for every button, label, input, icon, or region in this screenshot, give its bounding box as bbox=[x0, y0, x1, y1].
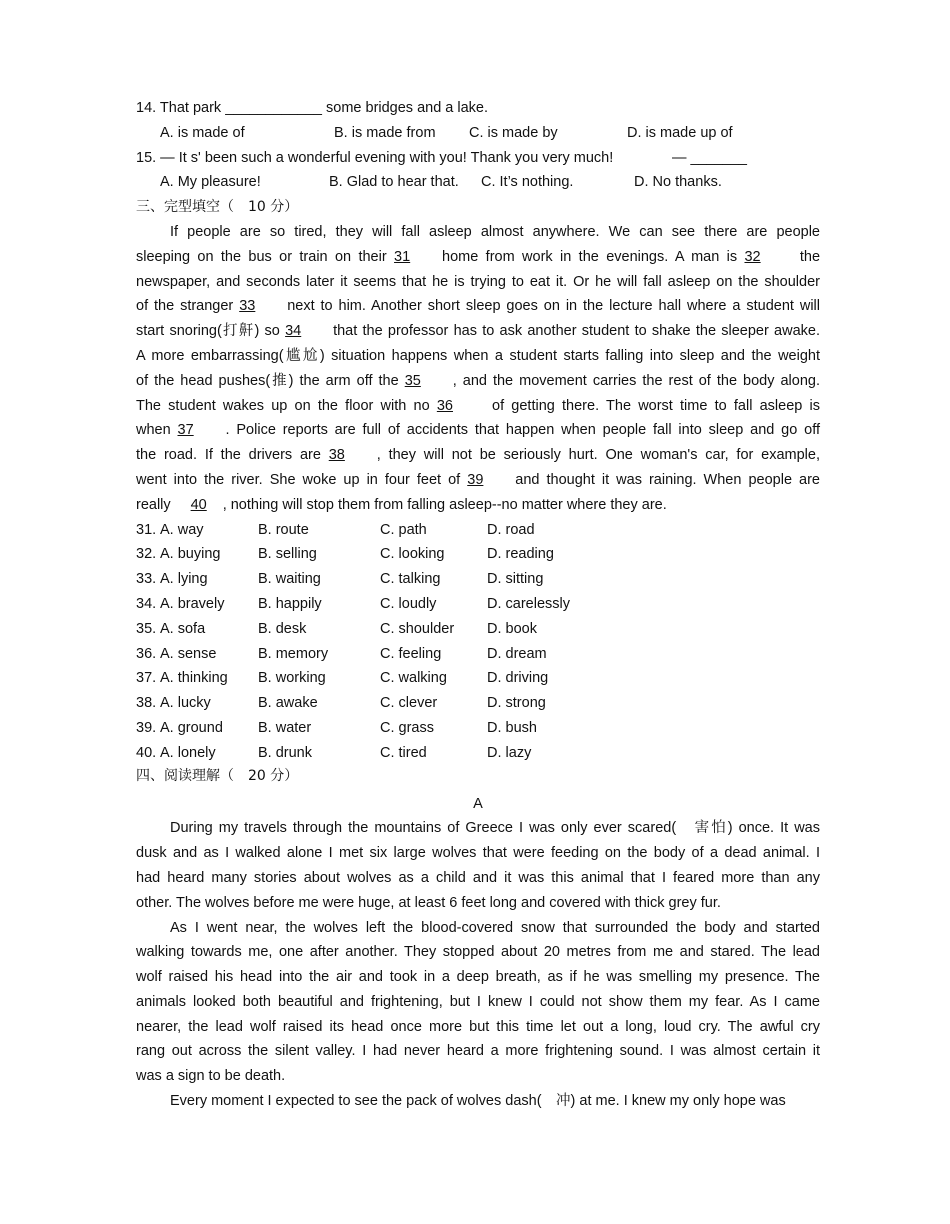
answer-option-c[interactable]: C. feeling bbox=[380, 645, 442, 662]
cloze-line bbox=[136, 245, 820, 270]
question-number: 39. bbox=[136, 719, 157, 736]
cloze-text: when bbox=[136, 422, 178, 439]
answer-option-b[interactable]: B. desk bbox=[258, 620, 307, 637]
cloze-question bbox=[136, 741, 820, 766]
cloze-text: . Police reports are full of accidents that happen when people fall into sleep and go off bbox=[225, 422, 820, 439]
answer-option-c[interactable]: C. clever bbox=[380, 695, 438, 712]
q14-options bbox=[136, 121, 820, 146]
answer-option-d[interactable]: D. carelessly bbox=[487, 595, 570, 612]
cloze-text: , and the movement carries the rest of the body along. bbox=[452, 372, 820, 389]
cloze-text: start snoring(打鼾) so bbox=[136, 323, 286, 340]
cloze-question bbox=[136, 691, 820, 716]
cloze-question bbox=[136, 617, 820, 642]
q15-option-c[interactable]: C. It’s nothing. bbox=[481, 174, 574, 191]
reading-line: Every moment I expected to see the pack of wolves dash( 冲) at me. I knew my only hope was bbox=[170, 1093, 786, 1110]
cloze-text: and thought it was raining. When people are bbox=[515, 471, 820, 488]
cloze-line bbox=[136, 344, 820, 369]
question-number: 31. bbox=[136, 521, 157, 538]
answer-option-d[interactable]: D. sitting bbox=[487, 571, 544, 588]
cloze-text: that the professor has to ask another student to shake the sleeper awake. bbox=[333, 323, 820, 340]
answer-option-b[interactable]: B. memory bbox=[258, 645, 329, 662]
answer-option-b[interactable]: B. happily bbox=[258, 595, 322, 612]
answer-option-c[interactable]: C. walking bbox=[380, 670, 447, 687]
q14-blank: ____________ bbox=[225, 100, 322, 116]
answer-option-c[interactable]: C. shoulder bbox=[380, 620, 455, 637]
cloze-blank-33[interactable]: 33 bbox=[239, 298, 256, 315]
cloze-line bbox=[136, 443, 820, 468]
question-number: 35. bbox=[136, 620, 157, 637]
reading-line: animals looked both beautiful and frightening, but I knew I could not show them my fear. As I came bbox=[136, 993, 820, 1010]
cloze-text: If people are so tired, they will fall asleep almost anywhere. We can see there are people bbox=[170, 223, 820, 240]
cloze-text: the bbox=[792, 248, 821, 265]
reading-line: had heard many stories about wolves as a child and it was this animal that I feared more than any bbox=[136, 869, 820, 886]
answer-option-a[interactable]: A. bravely bbox=[160, 595, 225, 612]
reading-line: walking towards me, one after another. They stopped about 20 metres from me and stared. The lead bbox=[136, 944, 820, 961]
answer-option-d[interactable]: D. strong bbox=[487, 695, 546, 712]
cloze-line bbox=[136, 220, 820, 245]
answer-option-a[interactable]: A. lonely bbox=[160, 744, 216, 761]
answer-option-a[interactable]: A. sense bbox=[160, 645, 217, 662]
question-number: 37. bbox=[136, 670, 157, 687]
cloze-blank-38[interactable]: 38 bbox=[328, 447, 345, 464]
cloze-blank-31[interactable]: 31 bbox=[394, 248, 411, 265]
reading-line: other. The wolves before me were huge, at least 6 feet long and covered with thick grey fur. bbox=[136, 894, 721, 911]
q14-stem-pre: 14. That park bbox=[136, 100, 226, 116]
cloze-question bbox=[136, 642, 820, 667]
cloze-text: home from work in the evenings. A man is bbox=[442, 248, 745, 265]
cloze-passage bbox=[136, 220, 820, 518]
cloze-text: really bbox=[136, 496, 175, 513]
answer-option-d[interactable]: D. bush bbox=[487, 719, 537, 736]
q15-stem: 15. — It s' been such a wonderful evening with you! Thank you very much! bbox=[136, 149, 614, 166]
question-14 bbox=[136, 96, 820, 121]
cloze-text: , nothing will stop them from falling asleep--no matter where they are. bbox=[222, 496, 667, 513]
answer-option-b[interactable]: B. awake bbox=[258, 695, 318, 712]
answer-option-a[interactable]: A. sofa bbox=[160, 620, 206, 637]
question-number: 34. bbox=[136, 595, 157, 612]
answer-option-a[interactable]: A. lucky bbox=[160, 695, 211, 712]
cloze-line bbox=[136, 319, 820, 344]
cloze-text: newspaper, and seconds later it seems that he is trying to eat it. Or he will fall asleep on the shoulder bbox=[136, 273, 820, 290]
cloze-line bbox=[136, 394, 820, 419]
cloze-question bbox=[136, 518, 820, 543]
cloze-line bbox=[136, 493, 820, 518]
cloze-line bbox=[136, 418, 820, 443]
answer-option-b[interactable]: B. waiting bbox=[258, 571, 321, 588]
cloze-line bbox=[136, 270, 820, 295]
q15-options bbox=[136, 170, 820, 195]
answer-option-d[interactable]: D. lazy bbox=[487, 744, 532, 761]
answer-option-d[interactable]: D. driving bbox=[487, 670, 549, 687]
exam-page bbox=[136, 96, 820, 1114]
cloze-text: next to him. Another short sleep goes on in the lecture hall where a student will bbox=[287, 298, 820, 315]
reading-line: As I went near, the wolves left the blood-covered snow that surrounded the body and started bbox=[170, 919, 820, 936]
answer-option-c[interactable]: C. tired bbox=[380, 744, 427, 761]
reading-line: nearer, the lead wolf raised its head once more but this time let out a long, loud cry. The awful cry bbox=[136, 1018, 820, 1035]
q15-option-b[interactable]: B. Glad to hear that. bbox=[329, 174, 459, 191]
question-number: 36. bbox=[136, 645, 157, 662]
cloze-blank-37[interactable]: 37 bbox=[177, 422, 194, 439]
section-3-heading: 三、完型填空（ 10 分） bbox=[136, 199, 299, 216]
q14-option-a[interactable]: A. is made of bbox=[160, 124, 245, 141]
cloze-blank-35[interactable]: 35 bbox=[404, 372, 421, 389]
cloze-text: the road. If the drivers are bbox=[136, 447, 329, 464]
reading-line: rang out across the silent valley. I had never heard a more frightening sound. I was almost certain it bbox=[136, 1043, 820, 1060]
cloze-blank-34[interactable]: 34 bbox=[285, 323, 302, 340]
cloze-question bbox=[136, 592, 820, 617]
q14-stem-post: some bridges and a lake. bbox=[321, 100, 489, 116]
answer-option-d[interactable]: D. book bbox=[487, 620, 537, 637]
cloze-text: , they will not be seriously hurt. One woman's car, for example, bbox=[376, 447, 820, 464]
cloze-text: went into the river. She woke up in four feet of bbox=[136, 471, 468, 488]
answer-option-b[interactable]: B. drunk bbox=[258, 744, 312, 761]
cloze-text: of getting there. The worst time to fall asleep is bbox=[484, 397, 820, 414]
answer-option-c[interactable]: C. looking bbox=[380, 546, 445, 563]
cloze-text: sleeping on the bus or train on their bbox=[136, 248, 395, 265]
passage-label: A bbox=[473, 795, 483, 812]
cloze-blank-39[interactable]: 39 bbox=[467, 471, 484, 488]
answer-option-a[interactable]: A. lying bbox=[160, 571, 208, 588]
cloze-blank-36[interactable]: 36 bbox=[436, 397, 453, 414]
answer-option-b[interactable]: B. route bbox=[258, 521, 309, 538]
reading-line: During my travels through the mountains of Greece I was only ever scared( 害怕) once. It was bbox=[170, 820, 820, 837]
question-number: 40. bbox=[136, 744, 157, 761]
cloze-text: of the stranger bbox=[136, 298, 240, 315]
q15-reply-blank: — _______ bbox=[672, 149, 747, 166]
cloze-question bbox=[136, 567, 820, 592]
cloze-line bbox=[136, 369, 820, 394]
answer-option-a[interactable]: A. buying bbox=[160, 546, 221, 563]
answer-option-b[interactable]: B. selling bbox=[258, 546, 317, 563]
cloze-questions bbox=[136, 518, 820, 766]
reading-line: wolf raised his head into the air and took in a deep breath, as if he was smelling my presence. The bbox=[136, 969, 820, 986]
answer-option-d[interactable]: D. dream bbox=[487, 645, 547, 662]
answer-option-d[interactable]: D. reading bbox=[487, 546, 554, 563]
cloze-text: A more embarrassing(尴尬) situation happens when a student starts falling into sleep and the weight bbox=[136, 347, 820, 364]
cloze-question bbox=[136, 716, 820, 741]
answer-option-a[interactable]: A. way bbox=[160, 521, 204, 538]
q14-option-c[interactable]: C. is made by bbox=[469, 124, 558, 141]
q15-option-a[interactable]: A. My pleasure! bbox=[160, 174, 261, 191]
answer-option-b[interactable]: B. water bbox=[258, 719, 312, 736]
cloze-question bbox=[136, 666, 820, 691]
cloze-text: The student wakes up on the floor with no bbox=[136, 397, 437, 414]
answer-option-a[interactable]: A. ground bbox=[160, 719, 223, 736]
cloze-question bbox=[136, 542, 820, 567]
question-number: 32. bbox=[136, 546, 157, 563]
section-4-heading: 四、阅读理解（ 20 分） bbox=[136, 767, 299, 784]
cloze-line bbox=[136, 294, 820, 319]
answer-option-c[interactable]: C. grass bbox=[380, 719, 434, 736]
answer-option-b[interactable]: B. working bbox=[258, 670, 326, 687]
reading-line: was a sign to be death. bbox=[136, 1068, 286, 1085]
answer-option-c[interactable]: C. loudly bbox=[380, 595, 437, 612]
reading-passage bbox=[136, 816, 820, 1114]
cloze-blank-40[interactable]: 40 bbox=[190, 496, 207, 513]
question-number: 38. bbox=[136, 695, 157, 712]
question-number: 33. bbox=[136, 571, 157, 588]
q14-option-b[interactable]: B. is made from bbox=[334, 124, 436, 141]
question-15 bbox=[136, 146, 820, 171]
reading-line: dusk and as I walked alone I met six large wolves that were feeding on the body of a dead animal. I bbox=[136, 845, 820, 862]
cloze-line bbox=[136, 468, 820, 493]
cloze-blank-32[interactable]: 32 bbox=[744, 248, 761, 265]
answer-option-c[interactable]: C. talking bbox=[380, 571, 441, 588]
answer-option-a[interactable]: A. thinking bbox=[160, 670, 228, 687]
cloze-text: of the head pushes(推) the arm off the bbox=[136, 372, 405, 389]
answer-option-d[interactable]: D. road bbox=[487, 521, 535, 538]
q14-option-d[interactable]: D. is made up of bbox=[627, 124, 733, 141]
q15-option-d[interactable]: D. No thanks. bbox=[634, 174, 722, 191]
answer-option-c[interactable]: C. path bbox=[380, 521, 427, 538]
